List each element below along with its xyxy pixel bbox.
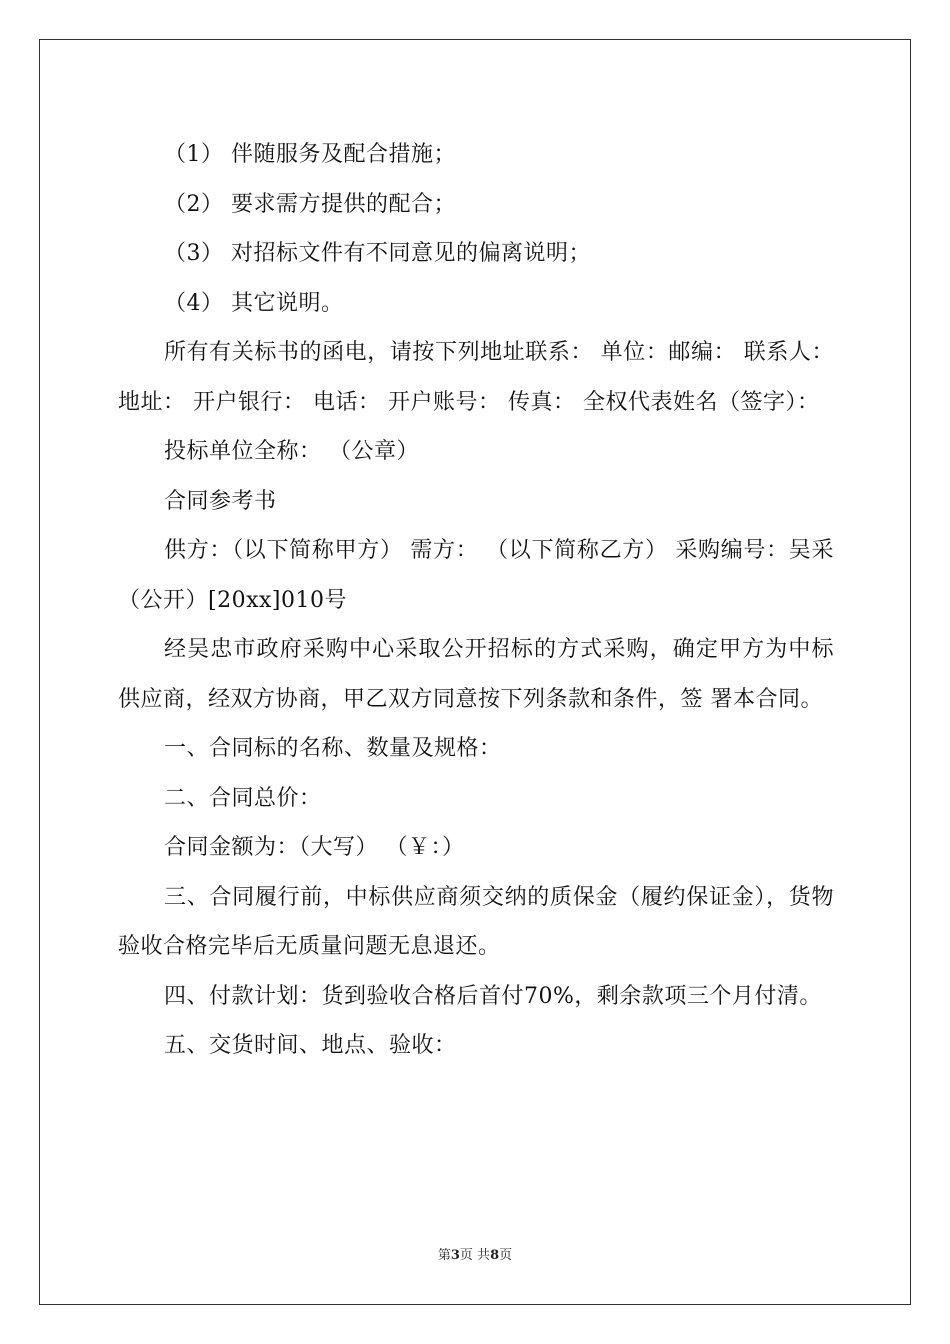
clause-3: 三、合同履行前，中标供应商须交纳的质保金（履约保证金），货物验收合格完毕后无质量问题无息退还。	[118, 884, 834, 959]
paragraph-item-4: （4） 其它说明。	[164, 290, 344, 316]
footer-page-total: 8	[490, 1248, 500, 1263]
paragraph-item-2: （2） 要求需方提供的配合；	[164, 191, 456, 217]
footer-page-current: 3	[450, 1248, 460, 1263]
document-body	[118, 130, 842, 1071]
footer-page-mid: 页 共	[459, 1248, 491, 1263]
paragraph-contact-info: 所有有关标书的函电，请按下列地址联系： 单位：邮编： 联系人： 地址： 开户银行： 电话： 开户账号： 传真： 全权代表姓名（签字）：	[118, 340, 842, 415]
footer-page-prefix: 第	[437, 1248, 451, 1263]
paragraph-bidder-name: 投标单位全称： （公章）	[164, 439, 419, 464]
paragraph-item-3: （3） 对招标文件有不同意见的偏离说明；	[164, 241, 591, 266]
page-footer	[0, 1248, 950, 1264]
clause-1: 一、合同标的名称、数量及规格：	[164, 736, 502, 761]
paragraph-contract-amount: 合同金额为：（大写） （￥：）	[164, 835, 465, 860]
clause-2: 二、合同总价：	[164, 785, 322, 811]
paragraph-intro: 经吴忠市政府采购中心采取公开招标的方式采购，确定甲方为中标供应商，经双方协商，甲乙双方同意按下列条款和条件，签 署本合同。	[118, 637, 834, 712]
footer-page-suffix: 页	[499, 1248, 513, 1263]
clause-5: 五、交货时间、地点、验收：	[164, 1033, 457, 1058]
paragraph-item-1: （1） 伴随服务及配合措施；	[164, 142, 456, 167]
section-title-contract: 合同参考书	[164, 488, 277, 514]
paragraph-parties: 供方：（以下简称甲方） 需方： （以下简称乙方） 采购编号：吴采（公开）[20xx]010号	[118, 538, 834, 613]
clause-4: 四、付款计划：货到验收合格后首付70%，剩余款项三个月付清。	[164, 983, 822, 1009]
